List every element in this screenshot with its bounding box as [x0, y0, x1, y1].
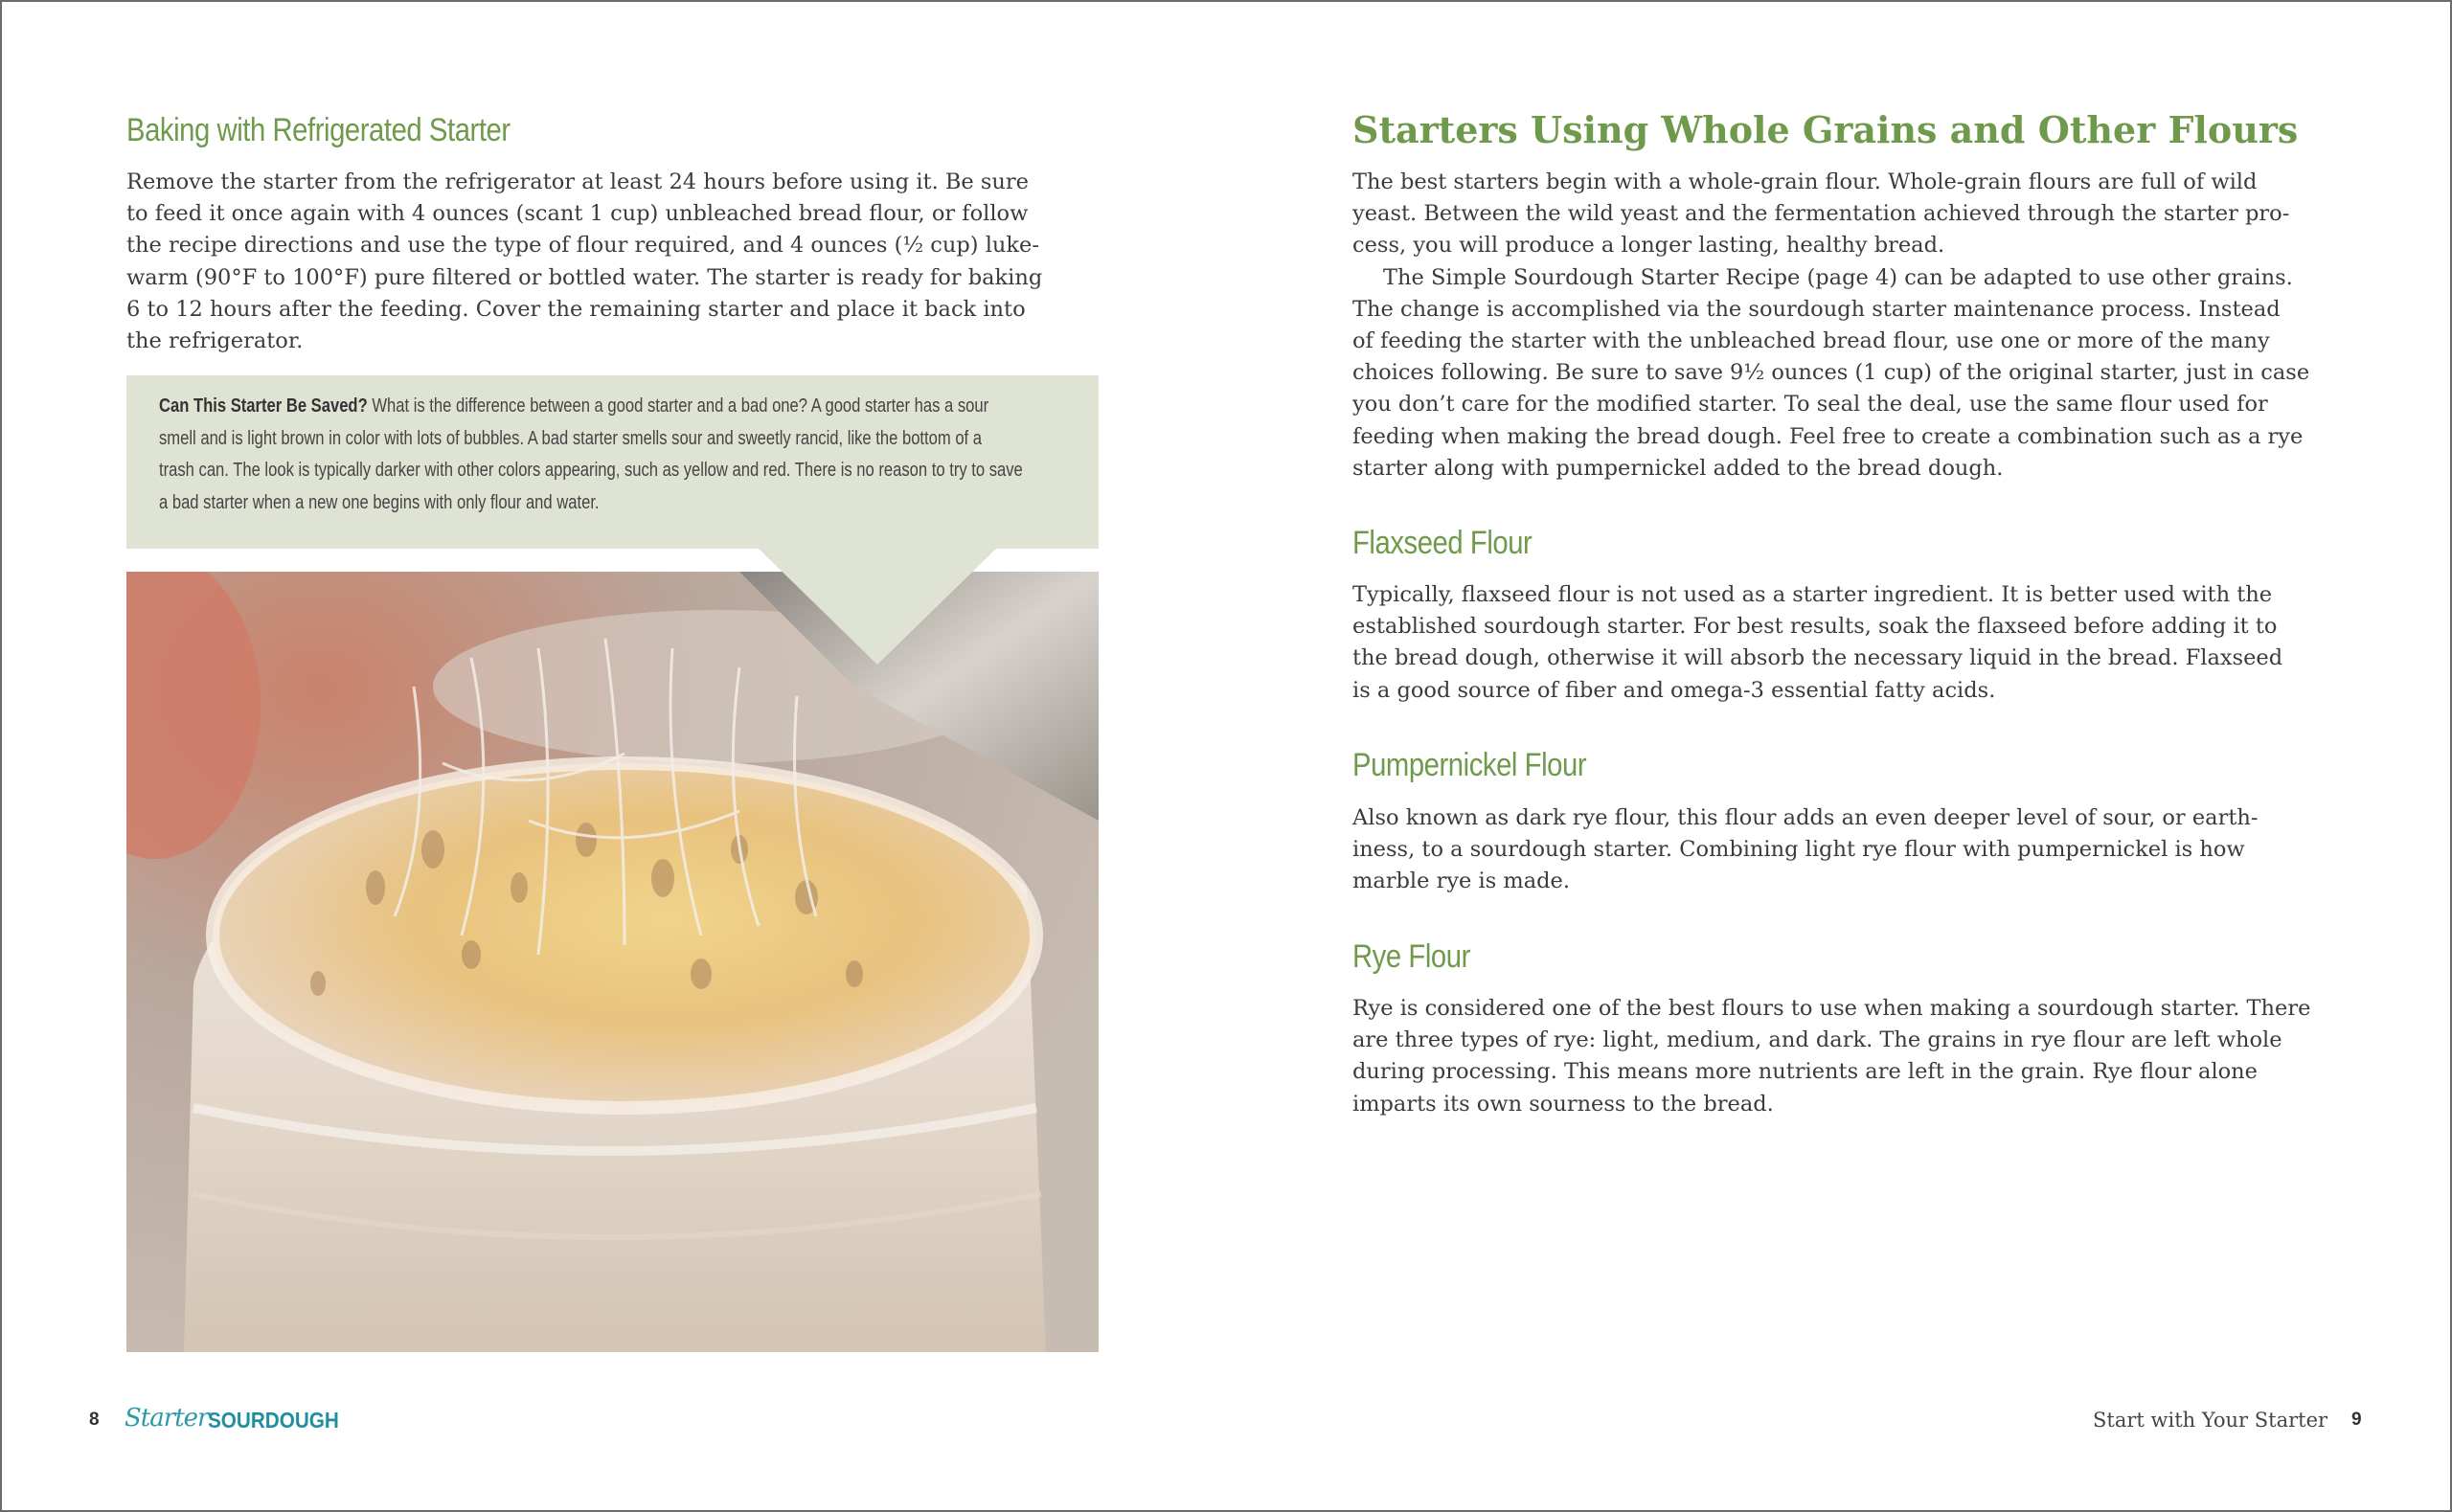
- paragraph-line: the bread dough, otherwise it will absorb the necessary liquid in the bread. Flaxseed: [1352, 645, 2283, 671]
- paragraph-line: marble rye is made.: [1352, 869, 1571, 894]
- starter-jar-illustration: [126, 572, 1099, 1352]
- paragraph-intro: [1352, 167, 2387, 485]
- subhead-flaxseed: Flaxseed Flour: [1352, 525, 1532, 561]
- page-number-right: 9: [2351, 1410, 2362, 1430]
- paragraph-line: is a good source of fiber and omega-3 essential fatty acids.: [1352, 677, 1996, 703]
- sidebar-line: a bad starter when a new one begins with only flour and water.: [159, 491, 600, 513]
- sidebar-text: [159, 391, 1065, 519]
- paragraph-line: warm (90°F to 100°F) pure filtered or bottled water. The starter is ready for baking: [126, 264, 1043, 290]
- paragraph-line: Remove the starter from the refrigerator at least 24 hours before using it. Be sure: [126, 169, 1029, 194]
- brand-logo-word: SOURDOUGH: [208, 1408, 339, 1433]
- paragraph-line: Typically, flaxseed flour is not used as a starter ingredient. It is better used with the: [1352, 582, 2273, 607]
- paragraph-line: 6 to 12 hours after the feeding. Cover the remaining starter and place it back into: [126, 296, 1026, 322]
- paragraph-line: The best starters begin with a whole-grain flour. Whole-grain flours are full of wild: [1352, 169, 2258, 194]
- paragraph-line: you don’t care for the modified starter. To seal the deal, use the same flour used for: [1352, 392, 2268, 417]
- paragraph-line: cess, you will produce a longer lasting, healthy bread.: [1352, 233, 1945, 259]
- paragraph-line: of feeding the starter with the unbleached bread flour, use one or more of the many: [1352, 328, 2270, 354]
- paragraph-rye: [1352, 993, 2387, 1120]
- sidebar-line: [159, 391, 1065, 423]
- running-head: Start with Your Starter: [2093, 1409, 2328, 1432]
- paragraph-line: during processing. This means more nutrients are left in the grain. Rye flour alone: [1352, 1059, 2258, 1085]
- paragraph-refrigerated: [126, 167, 1103, 357]
- sidebar-line: trash can. The look is typically darker with other colors appearing, such as yellow and red. There is no reason to try to save: [159, 460, 1023, 481]
- sidebar-line: smell and is light brown in color with lots of bubbles. A bad starter smells sour and sweetly rancid, like the bottom of a: [159, 427, 983, 449]
- paragraph-line: established sourdough starter. For best results, soak the flaxseed before adding it to: [1352, 614, 2278, 640]
- paragraph-pumpernickel: [1352, 802, 2387, 898]
- subhead-rye: Rye Flour: [1352, 938, 1470, 975]
- subhead-baking-refrigerated: Baking with Refrigerated Starter: [126, 112, 511, 148]
- paragraph-line: The change is accomplished via the sourdough starter maintenance process. Instead: [1352, 296, 2281, 322]
- paragraph-line: are three types of rye: light, medium, and dark. The grains in rye flour are left whole: [1352, 1027, 2282, 1053]
- paragraph-line: feeding when making the bread dough. Feel free to create a combination such as a rye: [1352, 423, 2304, 449]
- paragraph-line: the refrigerator.: [126, 328, 304, 354]
- paragraph-line: yeast. Between the wild yeast and the fermentation achieved through the starter pro-: [1352, 201, 2290, 227]
- paragraph-line: choices following. Be sure to save 9½ ounces (1 cup) of the original starter, just in case: [1352, 360, 2310, 386]
- sidebar-line-rest: What is the difference between a good starter and a bad one? A good starter has a sour: [367, 395, 989, 417]
- paragraph-line: iness, to a sourdough starter. Combining light rye flour with pumpernickel is how: [1352, 837, 2245, 863]
- paragraph-line: imparts its own sourness to the bread.: [1352, 1091, 1774, 1117]
- sidebar-lead: Can This Starter Be Saved?: [159, 395, 368, 417]
- paragraph-line: The Simple Sourdough Starter Recipe (page 4) can be adapted to use other grains.: [1383, 264, 2293, 290]
- paragraph-line: Also known as dark rye flour, this flour adds an even deeper level of sour, or earth-: [1352, 805, 2259, 830]
- brand-logo-script: Starter: [125, 1404, 209, 1433]
- page-heading: Starters Using Whole Grains and Other Flours: [1352, 108, 2299, 151]
- page-number-left: 8: [89, 1410, 100, 1430]
- paragraph-flaxseed: [1352, 579, 2387, 707]
- paragraph-line: starter along with pumpernickel added to the bread dough.: [1352, 455, 2004, 481]
- paragraph-line: Rye is considered one of the best flours to use when making a sourdough starter. There: [1352, 996, 2311, 1021]
- starter-jar-photo: [126, 572, 1099, 1352]
- subhead-pumpernickel: Pumpernickel Flour: [1352, 747, 1587, 783]
- paragraph-line: to feed it once again with 4 ounces (scant 1 cup) unbleached bread flour, or follow: [126, 201, 1029, 227]
- paragraph-line: the recipe directions and use the type of flour required, and 4 ounces (½ cup) luke-: [126, 233, 1039, 259]
